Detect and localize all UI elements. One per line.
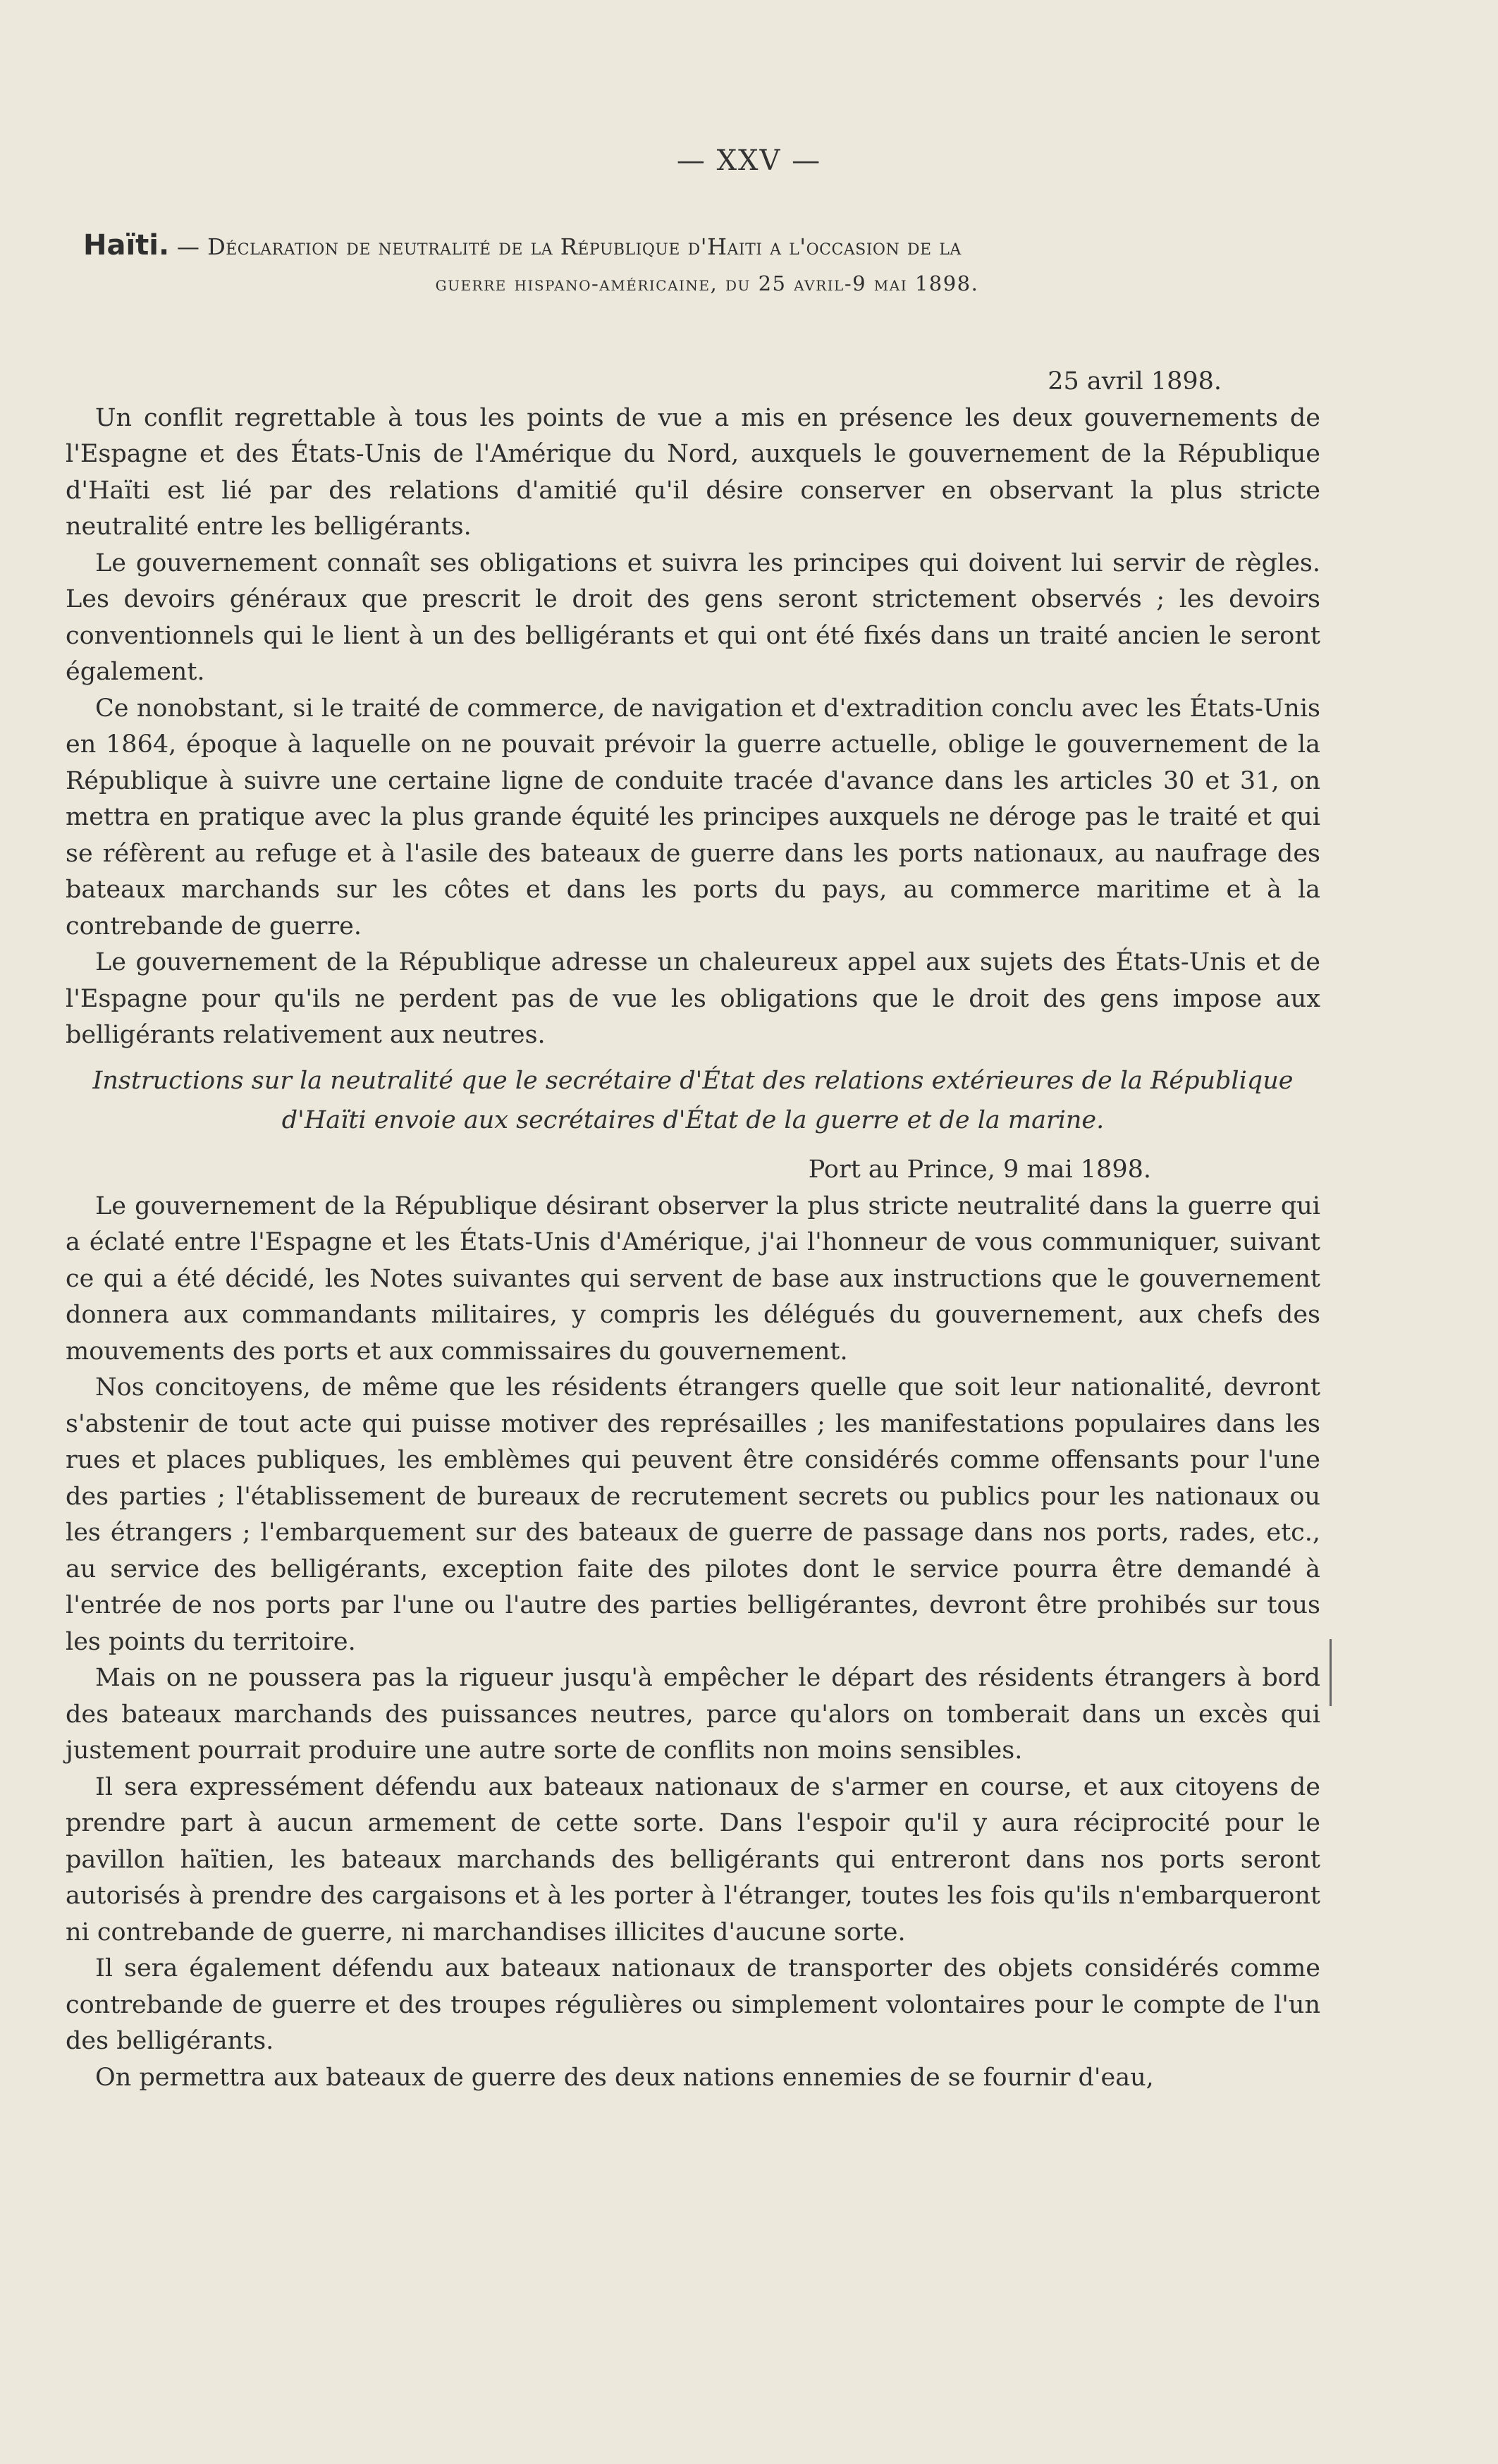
instructions-paragraph-5: Il sera également défendu aux bateaux nationaux de transporter des objets considérés comme contrebande de guerre et des troupes régulières ou simplement volontaires pour le compte de l'un des belligérants.: [66, 1954, 1320, 2055]
declaration-paragraph-3: Ce nonobstant, si le traité de commerce, de navigation et d'extradition conclu avec les États-Unis en 1864, époque à laquelle on ne pouvait prévoir la guerre actuelle, oblige le gouvernement de la République à suivre une certaine ligne de conduite tracée d'avance dans les articles 30 et 31, on mettra en pratique avec la plus grande équité les principes auxquels ne déroge pas le traité et qui se réfèrent au refuge et à l'asile des bateaux de guerre dans les ports nationaux, au naufrage des bateaux marchands sur les côtes et dans les ports du pays, au commerce maritime et à la contrebande de guerre.: [66, 694, 1320, 940]
declaration-paragraph-1: Un conflit regrettable à tous les points de vue a mis en présence les deux gouvernements de l'Espagne et des États-Unis de l'Amérique du Nord, auxquels le gouvernement de la République d'Haïti est lié par des relations d'amitié qu'il désire conserver en observant la plus stricte neutralité entre les belligérants.: [66, 403, 1320, 541]
title-line-1: [83, 227, 1331, 265]
instructions-title: Instructions sur la neutralité que le secrétaire d'État des relations extérieures de la République d'Haïti envoie aux secrétaires d'État de la guerre et de la marine.: [92, 1067, 1294, 1134]
title-line-2: guerre hispano-américaine, du 25 avril-9 mai 1898.: [435, 271, 979, 295]
declaration-date: 25 avril 1898.: [1048, 367, 1222, 396]
instructions-paragraph-6: On permettra aux bateaux de guerre des deux nations ennemies de se fournir d'eau,: [95, 2063, 1154, 2092]
instructions-body: [66, 1152, 1320, 2096]
instructions-place-date: Port au Prince, 9 mai 1898.: [808, 1156, 1151, 1184]
instructions-paragraph-1: Le gouvernement de la République désirant observer la plus stricte neutralité dans la guerre qui a éclaté entre l'Espagne et les États-Unis d'Amérique, j'ai l'honneur de vous communiquer, suivant ce qui a été décidé, les Notes suivantes qui servent de base aux instructions que le gouvernement donnera aux commandants militaires, y compris les délégués du gouvernement, aux chefs des mouvements des ports et aux commissaires du gouvernement.: [66, 1191, 1320, 1366]
page-number: — XXV —: [676, 145, 822, 177]
declaration-paragraph-2: Le gouvernement connaît ses obligations et suivra les principes qui doivent lui servir de règles. Les devoirs généraux que prescrit le droit des gens seront strictement observés ; les devoirs conventionnels qui le lient à un des belligérants et qui ont été fixés dans un traité ancien le seront également.: [66, 548, 1320, 686]
margin-mark: [1330, 1639, 1332, 1706]
instructions-paragraph-2: Nos concitoyens, de même que les résidents étrangers quelle que soit leur nationalité, devront s'abstenir de tout acte qui puisse motiver des représailles ; les manifestations populaires dans les rues et places publiques, les emblèmes qui peuvent être considérés comme offensants pour l'une des parties ; l'établissement de bureaux de recrutement secrets ou publics pour les nationaux ou les étrangers ; l'embarquement sur des bateaux de guerre de passage dans nos ports, rades, etc., au service des belligérants, exception faite des pilotes dont le service pourra être demandé à l'entrée de nos ports par l'une ou l'autre des parties belligérantes, devront être prohibés sur tous les points du territoire.: [66, 1373, 1320, 1656]
declaration-body: [66, 364, 1320, 1054]
title-heading: — Déclaration de neutralité de la République d'Haiti a l'occasion de la: [169, 233, 962, 260]
title-block: [83, 227, 1331, 302]
country-name: Haïti.: [83, 229, 170, 262]
declaration-paragraph-4: Le gouvernement de la République adresse un chaleureux appel aux sujets des États-Unis et de l'Espagne pour qu'ils ne perdent pas de vue les obligations que le droit des gens impose aux belligérants relativement aux neutres.: [66, 948, 1320, 1049]
instructions-paragraph-3: Mais on ne poussera pas la rigueur jusqu'à empêcher le départ des résidents étrangers à bord des bateaux marchands des puissances neutres, parce qu'alors on tomberait dans un excès qui justement pourrait produire une autre sorte de conflits non moins sensibles.: [66, 1664, 1320, 1765]
instructions-paragraph-4: Il sera expressément défendu aux bateaux nationaux de s'armer en course, et aux citoyens de prendre part à aucun armement de cette sorte. Dans l'espoir qu'il y aura réciprocité pour le pavillon haïtien, les bateaux marchands des belligérants qui entreront dans nos ports seront autorisés à prendre des cargaisons et à les porter à l'étranger, toutes les fois qu'ils n'embarqueront ni contrebande de guerre, ni marchandises illicites d'aucune sorte.: [66, 1772, 1320, 1947]
